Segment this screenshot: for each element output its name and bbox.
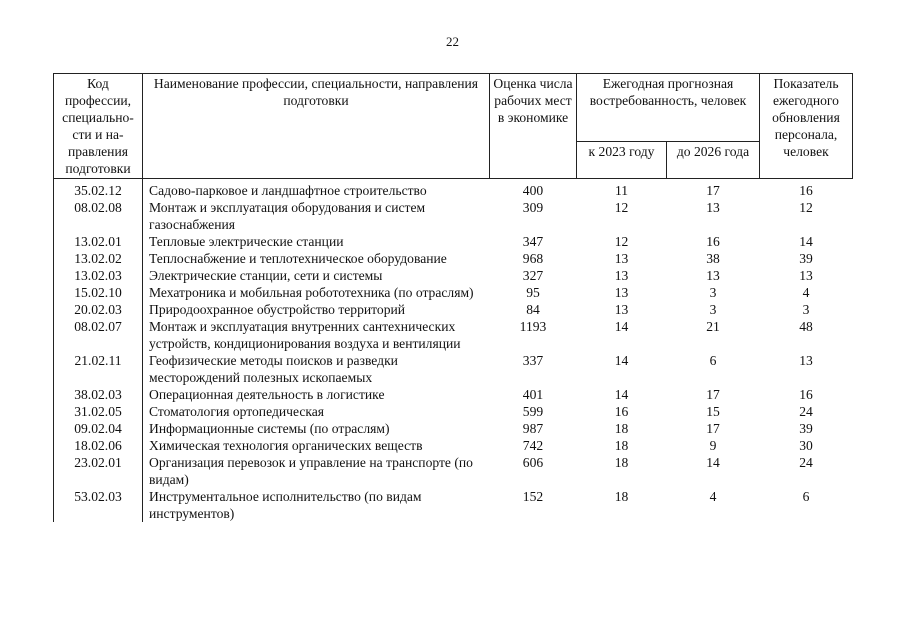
row-demand-2026: 13 bbox=[706, 268, 720, 283]
row-code: 35.02.12 bbox=[54, 179, 143, 200]
row-jobs: 742 bbox=[522, 438, 544, 453]
row-name: Инструментальное исполнительство (по видам инструментов) bbox=[149, 489, 422, 521]
row-demand-2023: 18 bbox=[614, 438, 629, 453]
header-demand-group: Ежегодная прогнозная востребованность, человек bbox=[577, 74, 760, 142]
row-name: Монтаж и эксплуатация внутренних сантехнических устройств, кондиционирования воздуха и вентиляции bbox=[149, 319, 461, 351]
forecast-table-container bbox=[53, 73, 853, 522]
row-name: Электрические станции, сети и системы bbox=[149, 268, 383, 283]
row-renewal: 16 bbox=[799, 387, 813, 402]
row-jobs: 1193 bbox=[519, 319, 547, 334]
table-row bbox=[54, 284, 853, 301]
table-row bbox=[54, 267, 853, 284]
row-demand-2023: 11 bbox=[614, 183, 629, 198]
row-code: 53.02.03 bbox=[54, 488, 143, 522]
table-row bbox=[54, 233, 853, 250]
row-jobs: 327 bbox=[522, 268, 544, 283]
row-renewal: 39 bbox=[799, 421, 813, 436]
row-name: Мехатроника и мобильная робототехника (по отраслям) bbox=[149, 285, 474, 300]
row-code: 31.02.05 bbox=[54, 403, 143, 420]
row-demand-2026: 15 bbox=[706, 404, 720, 419]
row-code: 13.02.03 bbox=[54, 267, 143, 284]
row-jobs: 309 bbox=[522, 200, 544, 215]
row-name: Садово-парковое и ландшафтное строительство bbox=[149, 183, 427, 198]
table-body bbox=[54, 179, 853, 523]
row-renewal: 13 bbox=[799, 268, 813, 283]
row-demand-2023: 13 bbox=[614, 302, 629, 317]
table-row bbox=[54, 250, 853, 267]
row-code: 20.02.03 bbox=[54, 301, 143, 318]
row-code: 15.02.10 bbox=[54, 284, 143, 301]
table-row bbox=[54, 437, 853, 454]
row-demand-2026: 3 bbox=[709, 302, 717, 317]
row-name: Стоматология ортопедическая bbox=[149, 404, 325, 419]
row-renewal: 16 bbox=[799, 183, 813, 198]
table-row bbox=[54, 403, 853, 420]
row-demand-2023: 14 bbox=[614, 319, 629, 334]
row-demand-2026: 21 bbox=[706, 319, 720, 334]
row-jobs: 84 bbox=[526, 302, 540, 317]
table-row bbox=[54, 420, 853, 437]
header-demand-2023: к 2023 году bbox=[577, 142, 667, 179]
row-demand-2023: 13 bbox=[614, 268, 629, 283]
row-renewal: 48 bbox=[799, 319, 813, 334]
row-renewal: 39 bbox=[799, 251, 813, 266]
row-demand-2023: 12 bbox=[614, 234, 629, 249]
row-jobs: 606 bbox=[522, 455, 544, 470]
row-renewal: 4 bbox=[802, 285, 810, 300]
table-row bbox=[54, 488, 853, 522]
row-jobs: 968 bbox=[522, 251, 544, 266]
table-row bbox=[54, 199, 853, 233]
row-renewal: 24 bbox=[799, 404, 813, 419]
row-demand-2026: 17 bbox=[706, 387, 720, 402]
row-name: Природоохранное обустройство территорий bbox=[149, 302, 406, 317]
row-demand-2026: 17 bbox=[706, 421, 720, 436]
row-demand-2023: 12 bbox=[614, 200, 629, 215]
row-name: Информационные системы (по отраслям) bbox=[149, 421, 390, 436]
row-code: 09.02.04 bbox=[54, 420, 143, 437]
row-renewal: 6 bbox=[802, 489, 810, 504]
row-name: Тепловые электрические станции bbox=[149, 234, 344, 249]
row-name: Монтаж и эксплуатация оборудования и систем газоснабжения bbox=[149, 200, 426, 232]
row-jobs: 400 bbox=[522, 183, 544, 198]
row-demand-2023: 18 bbox=[614, 421, 629, 436]
row-demand-2026: 6 bbox=[709, 353, 717, 368]
header-jobs: Оценка числа рабочих мест в экономике bbox=[490, 74, 577, 179]
row-jobs: 152 bbox=[522, 489, 544, 504]
table-row bbox=[54, 454, 853, 488]
row-jobs: 347 bbox=[522, 234, 544, 249]
row-code: 18.02.06 bbox=[54, 437, 143, 454]
page-number: 22 bbox=[446, 34, 459, 49]
table-row bbox=[54, 318, 853, 352]
row-renewal: 30 bbox=[799, 438, 813, 453]
row-name: Теплоснабжение и теплотехническое оборудование bbox=[149, 251, 447, 266]
row-name: Операционная деятельность в логистике bbox=[149, 387, 385, 402]
header-renewal: Показатель ежегодного обновления персонала, человек bbox=[760, 74, 853, 179]
row-demand-2023: 13 bbox=[614, 251, 629, 266]
row-code: 38.02.03 bbox=[54, 386, 143, 403]
table-header bbox=[54, 74, 853, 179]
row-name: Химическая технология органических веществ bbox=[149, 438, 423, 453]
row-jobs: 987 bbox=[522, 421, 544, 436]
row-demand-2026: 14 bbox=[706, 455, 720, 470]
row-jobs: 337 bbox=[522, 353, 544, 368]
row-code: 08.02.08 bbox=[54, 199, 143, 233]
row-code: 13.02.02 bbox=[54, 250, 143, 267]
table-row bbox=[54, 179, 853, 200]
table-row bbox=[54, 352, 853, 386]
table-row bbox=[54, 386, 853, 403]
row-renewal: 24 bbox=[799, 455, 813, 470]
row-jobs: 401 bbox=[522, 387, 544, 402]
row-code: 21.02.11 bbox=[54, 352, 143, 386]
header-code: Код профессии, специально-сти и на-правления подготовки bbox=[54, 74, 143, 179]
row-jobs: 95 bbox=[526, 285, 540, 300]
row-demand-2026: 13 bbox=[706, 200, 720, 215]
table-row bbox=[54, 301, 853, 318]
row-demand-2023: 18 bbox=[614, 489, 629, 504]
row-name: Организация перевозок и управление на транспорте (по видам) bbox=[149, 455, 473, 487]
row-demand-2023: 18 bbox=[614, 455, 629, 470]
row-demand-2026: 17 bbox=[706, 183, 720, 198]
row-name: Геофизические методы поисков и разведки месторождений полезных ископаемых bbox=[149, 353, 398, 385]
row-renewal: 12 bbox=[799, 200, 813, 215]
row-renewal: 3 bbox=[802, 302, 810, 317]
row-renewal: 14 bbox=[799, 234, 813, 249]
row-demand-2023: 16 bbox=[614, 404, 629, 419]
row-demand-2026: 16 bbox=[706, 234, 720, 249]
header-demand-2026: до 2026 года bbox=[667, 142, 760, 179]
row-code: 13.02.01 bbox=[54, 233, 143, 250]
forecast-table bbox=[53, 73, 853, 522]
header-name: Наименование профессии, специальности, направления подготовки bbox=[143, 74, 490, 179]
row-demand-2026: 38 bbox=[706, 251, 720, 266]
row-demand-2026: 3 bbox=[709, 285, 717, 300]
row-code: 08.02.07 bbox=[54, 318, 143, 352]
row-demand-2026: 9 bbox=[709, 438, 717, 453]
row-demand-2023: 14 bbox=[614, 387, 629, 402]
row-jobs: 599 bbox=[522, 404, 544, 419]
row-demand-2023: 13 bbox=[614, 285, 629, 300]
row-code: 23.02.01 bbox=[54, 454, 143, 488]
row-renewal: 13 bbox=[799, 353, 813, 368]
row-demand-2023: 14 bbox=[614, 353, 629, 368]
row-demand-2026: 4 bbox=[709, 489, 717, 504]
